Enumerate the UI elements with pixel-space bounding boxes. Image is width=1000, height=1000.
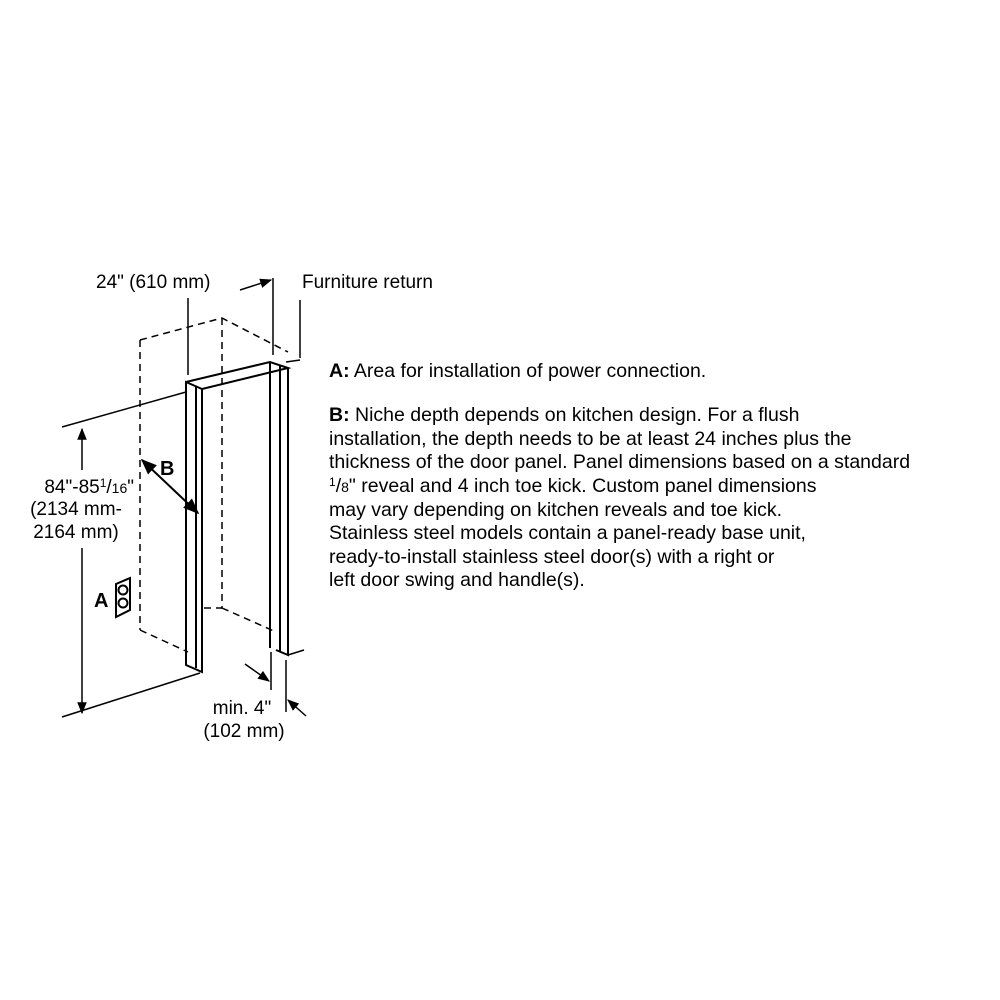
power-outlet-icon: [116, 578, 130, 617]
height-mm-line2: 2164 mm): [33, 522, 119, 543]
height-label: $84"-85^1/16$": [44, 476, 134, 498]
note-b-fraction-numerator: 1: [329, 474, 336, 489]
note-b-key: B:: [329, 404, 350, 427]
furniture-return-label: Furniture return: [302, 272, 433, 293]
toe-kick-min-inches: min. 4": [212, 698, 272, 719]
note-b-fraction-denominator: 8: [341, 478, 349, 495]
niche-outline: [140, 318, 288, 652]
note-b-line1: Niche depth depends on kitchen design. For a flush: [355, 404, 800, 427]
note-b-line4: " reveal and 4 inch toe kick. Custom panel dimensions: [348, 474, 817, 497]
height-label-inches: 84"-85: [44, 477, 100, 498]
note-a-text: Area for installation of power connection.: [353, 360, 707, 382]
note-b: B: Niche depth depends on kitchen design. For a flush installation, the depth needs to be at least 24 inches plus the thickness of the door panel. Panel dimensions based on a standard $^1$/8" reveal and 4 inch toe kick. Custom panel dimensions may vary depending on kitchen reveals and toe kick. Stainless steel models contain a panel-ready base unit, ready-to-install stainless steel door(s) with a right or left door swing and handle(s).: [329, 404, 911, 592]
toe-kick-min-mm: (102 mm): [203, 721, 285, 742]
note-b-line5: may vary depending on kitchen reveals and toe kick.: [329, 499, 783, 522]
height-fraction-numerator: 1: [99, 476, 107, 490]
note-b-line2: installation, the depth needs to be at least 24 inches plus the: [329, 427, 852, 450]
legend-notes: [329, 360, 999, 593]
furniture-panels: [186, 362, 288, 672]
note-b-line8: left door swing and handle(s).: [329, 569, 585, 592]
height-mm-line1: (2134 mm-: [30, 499, 122, 520]
width-label: 24" (610 mm): [96, 272, 211, 293]
note-a: [329, 360, 999, 383]
depth-b-marker: B: [160, 458, 175, 480]
note-a-key: A:: [329, 360, 350, 382]
note-b-line3: thickness of the door panel. Panel dimensions based on a standard: [329, 451, 911, 474]
height-fraction-denominator: 16: [111, 480, 128, 496]
note-b-line6: Stainless steel models contain a panel-ready base unit,: [329, 522, 806, 545]
note-b-line7: ready-to-install stainless steel door(s) with a right or: [329, 545, 775, 568]
height-label-inch-mark: ": [127, 477, 134, 498]
area-a-marker: A: [94, 590, 109, 612]
